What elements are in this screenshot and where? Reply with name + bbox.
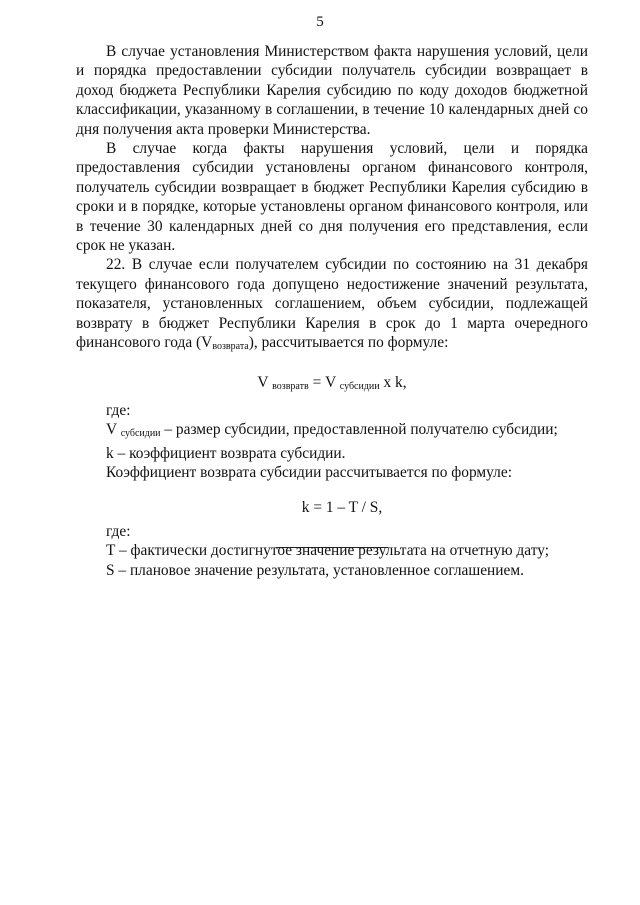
definition-v-letter: V: [106, 421, 121, 439]
formula-sub-subsidy: субсидии: [339, 380, 380, 392]
document-body: [76, 42, 588, 580]
formula-v: V: [257, 373, 273, 391]
page-number: 5: [316, 14, 324, 30]
refund-formula: [76, 373, 588, 396]
definition-v-subscript: субсидии: [120, 428, 161, 440]
coefficient-intro: Коэффициент возврата субсидии рассчитывается по формуле:: [106, 464, 512, 482]
paragraph-22-text: 22. В случае если получателем субсидии по состоянию на 31 декабря текущего финансового года допущено недостижение значений результата, показателя, установленных соглашением, объем субсидии, подлежащей возврату в бюджет Республики Карелия в срок до 1 марта очередного финансового года (V: [76, 256, 588, 352]
paragraph-ministry-violation: В случае установления Министерством факта нарушения условий, цели и порядка предоставлении субсидии получатель субсидии возвращает в доход бюджета Республики Карелия субсидию по коду доходов бюджетной классификации, указанному в соглашении, в течение 10 календарных дней со дня получения акта проверки Министерства.: [76, 43, 588, 138]
formula-equals: = V: [308, 373, 340, 391]
definition-v-text: – размер субсидии, предоставленной получателю субсидии;: [160, 421, 558, 439]
coefficient-formula: k = 1 – T / S,: [301, 498, 383, 516]
definition-v-subsidy: [76, 420, 588, 443]
formula-tail: x k,: [379, 373, 407, 391]
definition-k: k – коэффициент возврата субсидии.: [106, 444, 346, 462]
where-label-1: где:: [106, 401, 131, 419]
formula-sub-return: возвратв: [272, 380, 309, 392]
end-separator-line: [276, 547, 388, 548]
definition-t: T – фактически достигнутое значение результата на отчетную дату;: [106, 542, 549, 560]
refund-subscript: возврата: [212, 341, 249, 353]
definition-s: S – плановое значение результата, установленное соглашением.: [106, 561, 524, 579]
where-label-2: где:: [106, 522, 131, 540]
paragraph-22-tail: ), рассчитывается по формуле:: [248, 334, 449, 352]
paragraph-financial-control: В случае когда факты нарушения условий, цели и порядка предоставления субсидии установлены органом финансового контроля, получатель субсидии возвращает в бюджет Республики Карелия субсидию в сроки и в порядке, которые установлены органом финансового контроля, или в течение 30 календарных дней со дня получения его представления, если срок не указан.: [76, 140, 588, 255]
paragraph-22-refund: [76, 255, 588, 356]
